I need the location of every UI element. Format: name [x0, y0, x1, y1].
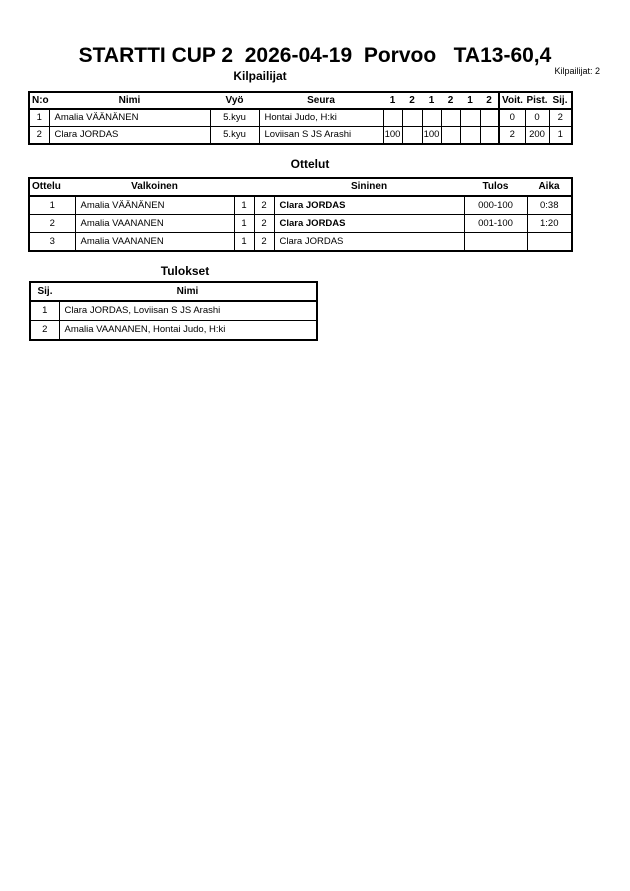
match-time	[527, 233, 572, 252]
match-time: 1:20	[527, 215, 572, 233]
flag-cell-1: 1	[234, 196, 254, 215]
page-title: STARTTI CUP 2 2026-04-19 Porvoo TA13-60,4	[78, 44, 552, 67]
score-cell	[460, 109, 480, 127]
ottelut-heading: Ottelut	[290, 157, 330, 171]
col-header-score-1: 1	[383, 92, 402, 109]
score-cell	[480, 127, 499, 145]
col-header-no: N:o	[29, 92, 49, 109]
flag-cell-2: 2	[254, 215, 274, 233]
flag-cell-1: 1	[234, 233, 254, 252]
placement-cell: 1	[549, 127, 572, 145]
score-cell: 100	[383, 127, 402, 145]
kilpailijat-header-row	[29, 92, 572, 109]
ottelut-header-row	[29, 178, 572, 196]
score-cell	[441, 109, 460, 127]
competitor-club: Loviisan S JS Arashi	[259, 127, 383, 145]
blue-competitor: Clara JORDAS	[274, 233, 464, 252]
score-cell	[402, 127, 422, 145]
match-time: 0:38	[527, 196, 572, 215]
blue-competitor: Clara JORDAS	[274, 215, 464, 233]
competitors-count: Kilpailijat: 2	[554, 66, 600, 76]
col-header-score-6: 2	[480, 92, 499, 109]
col-header-sij: Sij.	[30, 282, 59, 301]
result-name: Clara JORDAS, Loviisan S JS Arashi	[59, 301, 317, 321]
placement-cell: 2	[549, 109, 572, 127]
col-header-seura: Seura	[259, 92, 383, 109]
result-placement: 1	[30, 301, 59, 321]
col-header-vyo: Vyö	[210, 92, 259, 109]
competitor-number: 2	[29, 127, 49, 145]
result-row	[30, 301, 317, 321]
score-cell	[422, 109, 441, 127]
match-row	[29, 215, 572, 233]
col-header-voit: Voit.	[499, 92, 525, 109]
competitor-belt: 5.kyu	[210, 109, 259, 127]
score-cell	[402, 109, 422, 127]
col-header-nimi: Nimi	[49, 92, 210, 109]
competitor-name: Clara JORDAS	[49, 127, 210, 145]
score-cell	[480, 109, 499, 127]
wins-cell: 0	[499, 109, 525, 127]
flag-cell-1: 1	[234, 215, 254, 233]
col-header-score-3: 1	[422, 92, 441, 109]
col-header-sij: Sij.	[549, 92, 572, 109]
wins-cell: 2	[499, 127, 525, 145]
col-header-score-5: 1	[460, 92, 480, 109]
competitor-number: 1	[29, 109, 49, 127]
match-result: 001-100	[464, 215, 527, 233]
white-competitor: Amalia VAANANEN	[75, 215, 234, 233]
flag-cell-2: 2	[254, 233, 274, 252]
col-header-sininen: Sininen	[274, 178, 464, 196]
match-row	[29, 233, 572, 252]
result-row	[30, 321, 317, 341]
col-header-score-2: 2	[402, 92, 422, 109]
match-row	[29, 196, 572, 215]
col-header-nimi: Nimi	[59, 282, 317, 301]
col-header-spacer	[234, 178, 254, 196]
match-number: 3	[29, 233, 75, 252]
white-competitor: Amalia VAANANEN	[75, 233, 234, 252]
result-placement: 2	[30, 321, 59, 341]
score-cell: 100	[422, 127, 441, 145]
result-name: Amalia VAANANEN, Hontai Judo, H:ki	[59, 321, 317, 341]
tulokset-heading: Tulokset	[160, 264, 210, 278]
tulokset-table	[29, 281, 318, 341]
score-cell	[383, 109, 402, 127]
kilpailijat-table	[28, 91, 573, 145]
match-number: 2	[29, 215, 75, 233]
competitor-row	[29, 127, 572, 145]
col-header-tulos: Tulos	[464, 178, 527, 196]
match-result: 000-100	[464, 196, 527, 215]
competitor-club: Hontai Judo, H:ki	[259, 109, 383, 127]
tulokset-header-row	[30, 282, 317, 301]
col-header-spacer	[254, 178, 274, 196]
white-competitor: Amalia VÄÄNÄNEN	[75, 196, 234, 215]
col-header-aika: Aika	[527, 178, 572, 196]
competitor-row	[29, 109, 572, 127]
points-cell: 200	[525, 127, 549, 145]
points-cell: 0	[525, 109, 549, 127]
competitor-belt: 5.kyu	[210, 127, 259, 145]
match-result	[464, 233, 527, 252]
kilpailijat-heading: Kilpailijat	[233, 69, 287, 83]
flag-cell-2: 2	[254, 196, 274, 215]
ottelut-table	[28, 177, 573, 252]
blue-competitor: Clara JORDAS	[274, 196, 464, 215]
competitor-name: Amalia VÄÄNÄNEN	[49, 109, 210, 127]
col-header-ottelu: Ottelu	[29, 178, 75, 196]
col-header-pist: Pist.	[525, 92, 549, 109]
score-cell	[460, 127, 480, 145]
match-number: 1	[29, 196, 75, 215]
score-cell	[441, 127, 460, 145]
col-header-score-4: 2	[441, 92, 460, 109]
col-header-valkoinen: Valkoinen	[75, 178, 234, 196]
